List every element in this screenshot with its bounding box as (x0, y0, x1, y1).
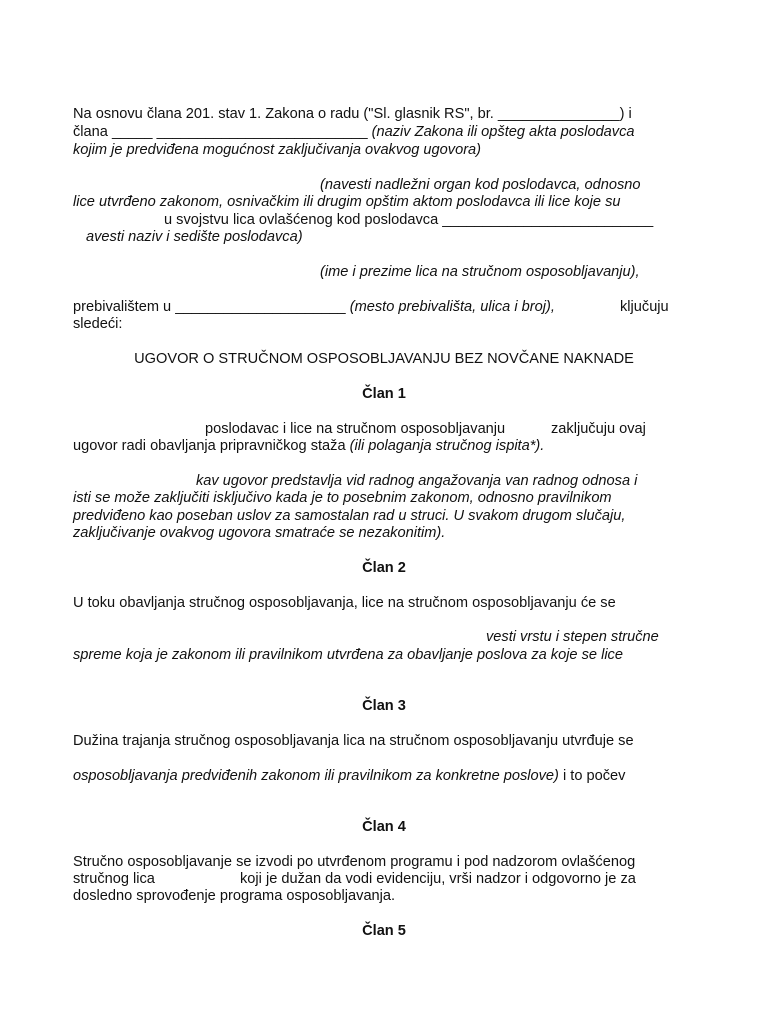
article-1-line-2-text: ugovor radi obavljanja pripravničkog staža (73, 438, 350, 454)
article-2-line-1: U toku obavljanja stručnog osposobljavanja, lice na stručnom osposobljavanju će se (73, 595, 616, 611)
article-1-line-4: isti se može zaključiti isključivo kada je to posebnim zakonom, odnosno pravilnikom (73, 490, 612, 506)
article-2-line-3: spreme koja je zakonom ili pravilnikom utvrđena za obavljanje poslova za koje se lice (73, 647, 623, 663)
article-3-line-2 (73, 768, 625, 785)
article-4-heading: Član 4 (362, 819, 406, 835)
text-line-3: kojim je predviđena mogućnost zaključivanja ovakvog ugovora) (73, 142, 482, 158)
article-3-line-1: Dužina trajanja stručnog osposobljavanja lica na stručnom osposobljavanju utvrđuje se (73, 733, 634, 749)
article-1-line-2 (73, 438, 544, 455)
text-line-2-blank: člana _____ __________________________ (73, 124, 372, 140)
article-1-line-6: zaključivanje ovakvog ugovora smatraće se nezakonitim). (73, 525, 446, 541)
article-4-line-3: dosledno sprovođenje programa osposobljavanja. (73, 888, 396, 904)
article-4-line-2a: stručnog lica (73, 871, 155, 887)
text-line-2 (73, 124, 635, 141)
text-line-9-blank: prebivalištem u _____________________ (73, 299, 350, 315)
text-line-7: avesti naziv i sedište poslodavca) (86, 229, 303, 245)
text-line-4: (navesti nadležni organ kod poslodavca, odnosno (320, 177, 641, 193)
text-line-8: (ime i prezime lica na stručnom osposobljavanju), (320, 264, 640, 280)
article-3-heading: Član 3 (362, 698, 406, 714)
article-3-line-2-note: osposobljavanja predviđenih zakonom ili pravilnikom za konkretne poslove) (73, 768, 559, 784)
text-line-9 (73, 299, 555, 316)
article-2-heading: Član 2 (362, 560, 406, 576)
article-1-line-1a: poslodavac i lice na stručnom osposobljavanju (205, 421, 506, 437)
article-5-heading: Član 5 (362, 923, 406, 939)
text-line-1: Na osnovu člana 201. stav 1. Zakona o radu ("Sl. glasnik RS", br. _______________) i (73, 106, 632, 122)
text-line-6: u svojstvu lica ovlašćenog kod poslodavca __________________________ (164, 212, 654, 228)
text-line-5: lice utvrđeno zakonom, osnivačkim ili drugim opštim aktom poslodavca ili lice koje su (73, 194, 621, 210)
article-4-line-2b: koji je dužan da vodi evidenciju, vrši nadzor i odgovorno je za (240, 871, 636, 887)
article-1-line-1b: zaključuju ovaj (551, 421, 646, 437)
text-line-9-note: (mesto prebivališta, ulica i broj), (349, 299, 555, 315)
text-line-9-end: ključuju (620, 299, 669, 315)
text-line-10: sledeći: (73, 316, 123, 332)
article-3-line-2-text: i to počev (558, 768, 626, 784)
contract-title: UGOVOR O STRUČNOM OSPOSOBLJAVANJU BEZ NOVČANE NAKNADE (134, 351, 634, 367)
article-1-line-3: kav ugovor predstavlja vid radnog angažovanja van radnog odnosa i (196, 473, 638, 489)
article-1-heading: Član 1 (362, 386, 406, 402)
text-line-2-note: (naziv Zakona ili opšteg akta poslodavca (371, 124, 635, 140)
article-1-line-2-note: (ili polaganja stručnog ispita*). (349, 438, 545, 454)
article-4-line-1: Stručno osposobljavanje se izvodi po utvrđenom programu i pod nadzorom ovlašćenog (73, 854, 636, 870)
article-2-line-2: vesti vrstu i stepen stručne (486, 629, 659, 645)
article-1-line-5: predviđeno kao poseban uslov za samostalan rad u struci. U svakom drugom slučaju, (73, 508, 626, 524)
